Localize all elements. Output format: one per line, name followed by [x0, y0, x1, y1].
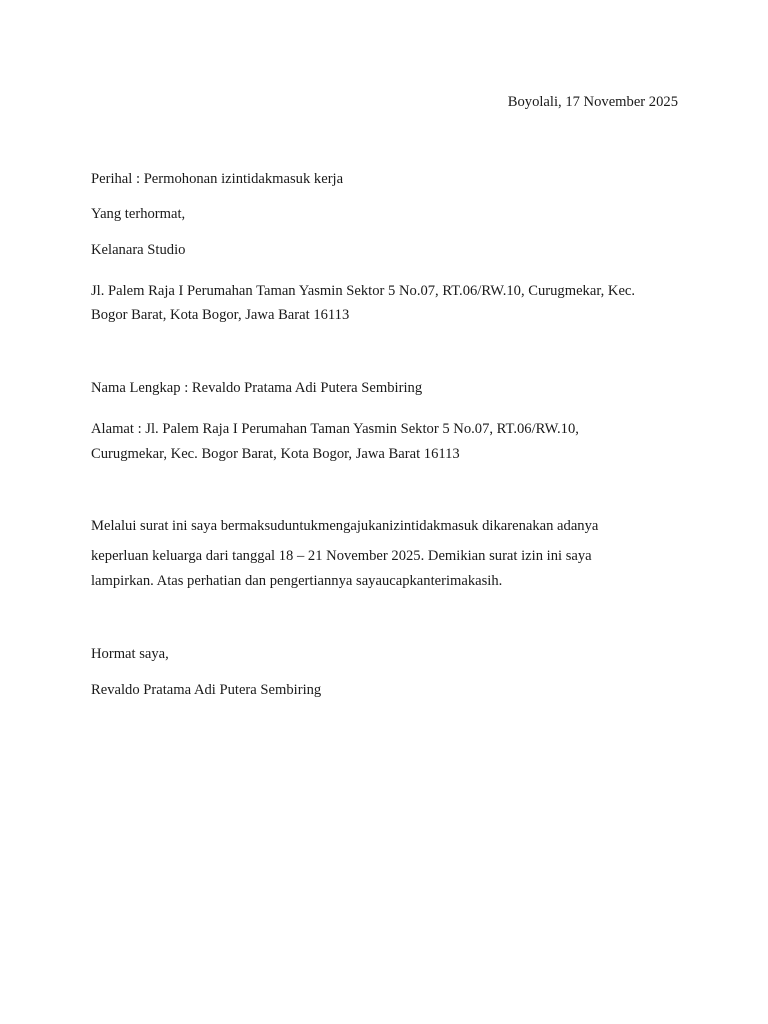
closing: Hormat saya,	[91, 646, 169, 662]
body-line-2: keperluan keluarga dari tanggal 18 – 21 November 2025. Demikian surat izin ini saya	[91, 548, 592, 564]
recipient-address-line-1: Jl. Palem Raja I Perumahan Taman Yasmin Sektor 5 No.07, RT.06/RW.10, Curugmekar, Kec.	[91, 283, 636, 299]
recipient-name: Kelanara Studio	[91, 242, 186, 258]
place-date: Boyolali, 17 November 2025	[507, 94, 678, 110]
body-line-1: Melalui surat ini saya bermaksuduntukmengajukanizintidakmasuk dikarenakan adanya	[91, 518, 599, 534]
name-field: Nama Lengkap : Revaldo Pratama Adi Putera Sembiring	[91, 380, 423, 396]
body-line-3: lampirkan. Atas perhatian dan pengertiannya sayaucapkanterimakasih.	[91, 573, 503, 589]
salutation: Yang terhormat,	[91, 206, 186, 222]
recipient-address-line-2: Bogor Barat, Kota Bogor, Jawa Barat 16113	[91, 307, 350, 323]
subject-line: Perihal : Permohonan izintidakmasuk kerja	[91, 171, 344, 187]
address-field-line-2: Curugmekar, Kec. Bogor Barat, Kota Bogor, Jawa Barat 16113	[91, 446, 460, 462]
address-field-line-1: Alamat : Jl. Palem Raja I Perumahan Taman Yasmin Sektor 5 No.07, RT.06/RW.10,	[91, 421, 579, 437]
signature-name: Revaldo Pratama Adi Putera Sembiring	[91, 682, 322, 698]
